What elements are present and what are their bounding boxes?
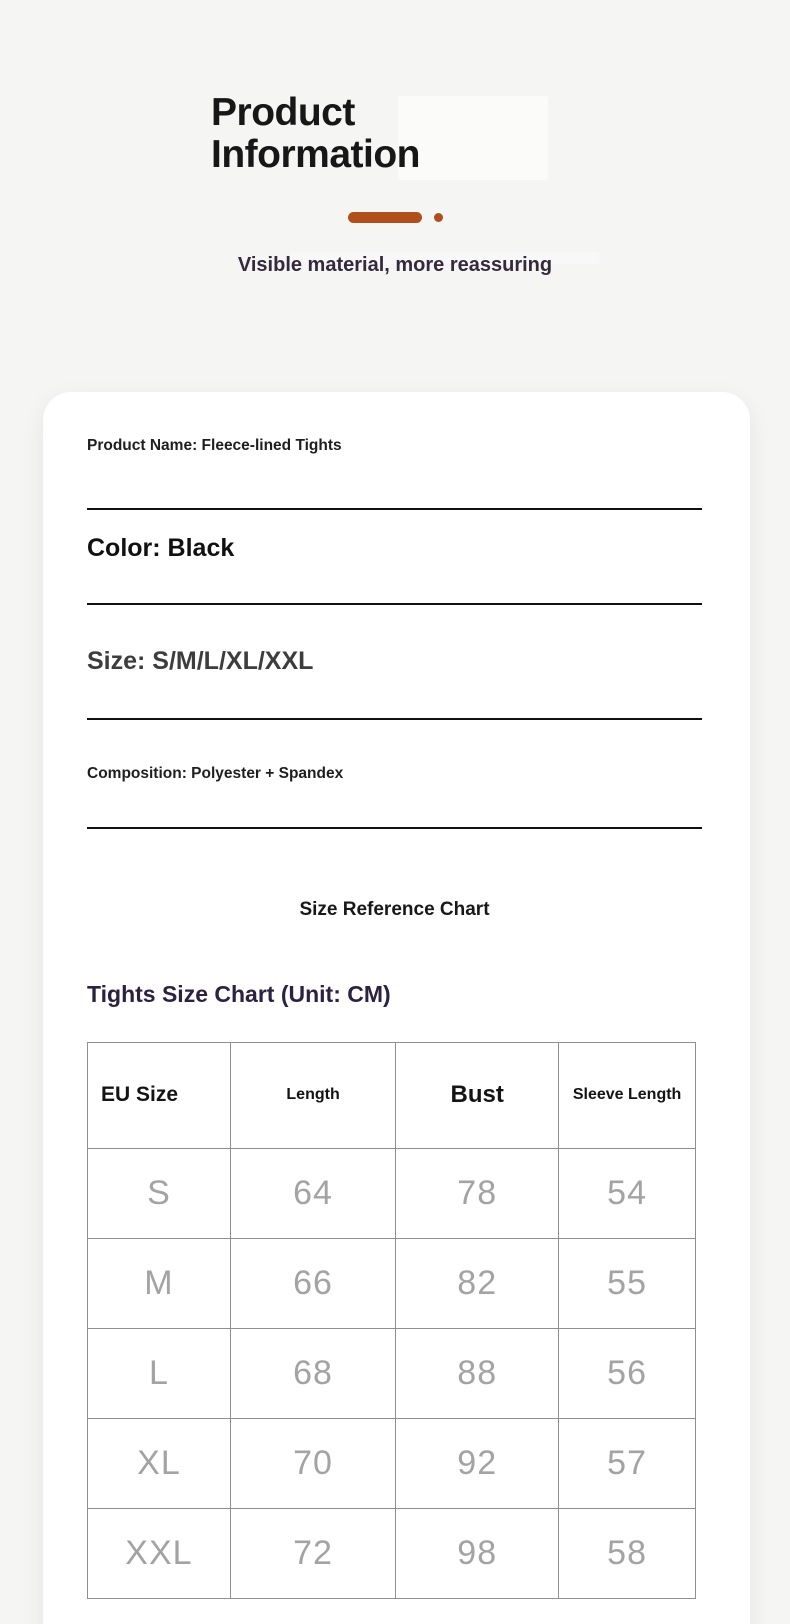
size-table-row xyxy=(88,1238,696,1328)
size-table-header-row xyxy=(88,1042,696,1148)
size-table-cell: 55 xyxy=(559,1238,696,1328)
divider-dot xyxy=(434,213,443,222)
size-reference-chart-title: Size Reference Chart xyxy=(299,898,490,920)
separator-line xyxy=(87,603,702,605)
size-table-cell: XL xyxy=(88,1418,231,1508)
accent-divider xyxy=(0,212,790,223)
size-table-cell: 88 xyxy=(396,1328,559,1418)
size-table-body xyxy=(88,1148,696,1598)
size-table-cell: S xyxy=(88,1148,231,1238)
size-table-column-header: EU Size xyxy=(88,1042,231,1148)
size-table-column-header: Sleeve Length xyxy=(559,1042,696,1148)
size-table-column-header: Length xyxy=(230,1042,395,1148)
separator-line xyxy=(87,508,702,510)
size-table-cell: 54 xyxy=(559,1148,696,1238)
size-table-cell: 78 xyxy=(396,1148,559,1238)
size-field: Size: S/M/L/XL/XXL xyxy=(87,647,314,676)
size-table-row xyxy=(88,1418,696,1508)
size-table-cell: XXL xyxy=(88,1508,231,1598)
size-table-cell: L xyxy=(88,1328,231,1418)
page-title: Product Information xyxy=(211,91,420,176)
size-table-cell: 98 xyxy=(396,1508,559,1598)
color-field: Color: Black xyxy=(87,534,235,563)
size-table-cell: 56 xyxy=(559,1328,696,1418)
product-info-card xyxy=(43,392,750,1624)
composition-field: Composition: Polyester + Spandex xyxy=(87,765,344,783)
size-table-row xyxy=(88,1508,696,1598)
size-table-row xyxy=(88,1148,696,1238)
size-table-row xyxy=(88,1328,696,1418)
size-table-cell: 58 xyxy=(559,1508,696,1598)
page-header xyxy=(0,0,790,277)
tights-size-chart-title: Tights Size Chart (Unit: CM) xyxy=(87,980,391,1007)
size-table-cell: 92 xyxy=(396,1418,559,1508)
divider-bar xyxy=(348,212,422,223)
separator-line xyxy=(87,718,702,720)
size-table-cell: M xyxy=(88,1238,231,1328)
separator-line xyxy=(87,827,702,829)
page-subtitle: Visible material, more reassuring xyxy=(237,254,553,276)
size-table-cell: 82 xyxy=(396,1238,559,1328)
size-table xyxy=(87,1042,696,1599)
size-table-cell: 70 xyxy=(230,1418,395,1508)
size-table-header xyxy=(88,1042,696,1148)
size-table-cell: 72 xyxy=(230,1508,395,1598)
product-name-field: Product Name: Fleece-lined Tights xyxy=(87,437,342,454)
size-table-cell: 68 xyxy=(230,1328,395,1418)
size-table-cell: 66 xyxy=(230,1238,395,1328)
size-table-column-header: Bust xyxy=(396,1042,559,1148)
size-table-cell: 57 xyxy=(559,1418,696,1508)
size-table-cell: 64 xyxy=(230,1148,395,1238)
